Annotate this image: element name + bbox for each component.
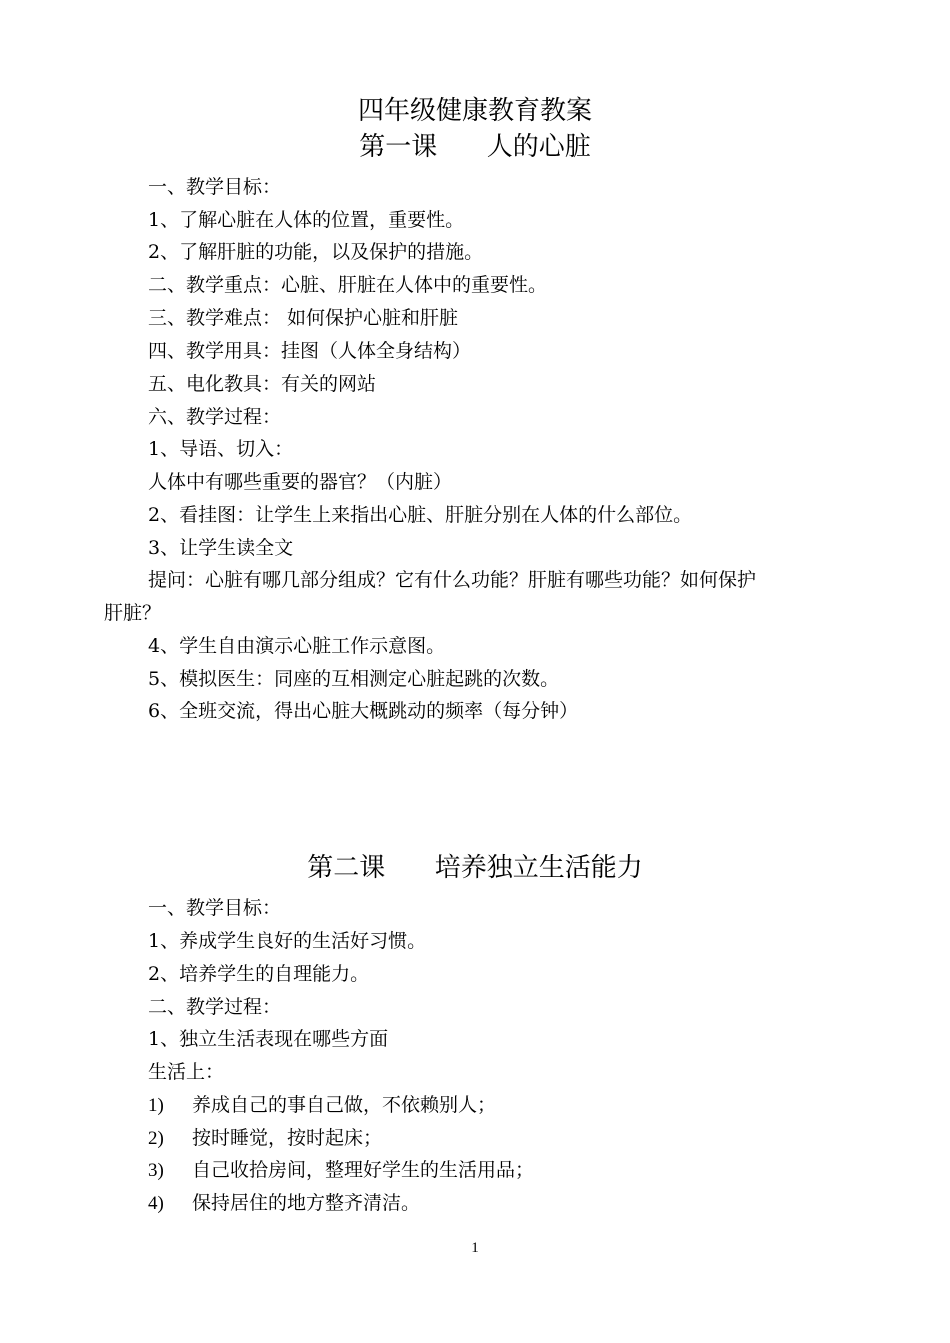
lesson-1-line: 二、教学重点：心脏、肝脏在人体中的重要性。	[148, 274, 548, 296]
lesson-1-line: 三、教学难点： 如何保护心脏和肝脏	[148, 307, 459, 329]
list-item-number: 3)	[148, 1160, 164, 1181]
lesson-1-line: 人体中有哪些重要的器官？（内脏）	[148, 471, 453, 493]
lesson-1-line: 1、导语、切入：	[148, 438, 294, 460]
lesson-1-line: 五、电化教具：有关的网站	[148, 373, 377, 395]
lesson-2-line: 一、教学目标：	[148, 897, 282, 919]
lesson-2-title: 第二课 培养独立生活能力	[307, 853, 643, 883]
list-item-number: 2)	[148, 1128, 164, 1149]
lesson-2-line: 1、独立生活表现在哪些方面	[148, 1028, 389, 1050]
lesson-1-line: 6、全班交流，得出心脏大概跳动的频率（每分钟）	[148, 700, 579, 722]
list-item	[148, 1158, 534, 1183]
lesson-1-line: 肝脏？	[104, 602, 162, 624]
list-item-text: 养成自己的事自己做，不依赖别人；	[192, 1094, 497, 1116]
list-item	[148, 1191, 420, 1216]
lesson-2-line: 二、教学过程：	[148, 996, 282, 1018]
lesson-1-line: 2、看挂图：让学生上来指出心脏、肝脏分别在人体的什么部位。	[148, 504, 693, 526]
lesson-1-line: 1、了解心脏在人体的位置，重要性。	[148, 209, 465, 231]
lesson-1-title: 第一课 人的心脏	[359, 132, 591, 162]
lesson-1-line: 提问：心脏有哪几部分组成？它有什么功能？肝脏有哪些功能？如何保护	[148, 569, 757, 591]
list-item-text: 自己收拾房间，整理好学生的生活用品；	[192, 1159, 535, 1181]
lesson-2-line: 生活上：	[148, 1061, 225, 1083]
lesson-1-line: 3、让学生读全文	[148, 537, 294, 559]
lesson-1-line: 六、教学过程：	[148, 406, 282, 428]
lesson-1-line: 2、了解肝脏的功能，以及保护的措施。	[148, 241, 484, 263]
lesson-1-line: 一、教学目标：	[148, 176, 282, 198]
lesson-1-line: 4、学生自由演示心脏工作示意图。	[148, 635, 446, 657]
lesson-1-line: 四、教学用具：挂图（人体全身结构）	[148, 340, 472, 362]
lesson-2-line: 2、培养学生的自理能力。	[148, 963, 370, 985]
lesson-2-line: 1、养成学生良好的生活好习惯。	[148, 930, 427, 952]
list-item	[148, 1126, 382, 1151]
list-item-number: 4)	[148, 1193, 164, 1214]
list-item-text: 保持居住的地方整齐清洁。	[192, 1192, 421, 1214]
list-item	[148, 1093, 496, 1118]
list-item-text: 按时睡觉，按时起床；	[192, 1127, 383, 1149]
list-item-number: 1)	[148, 1095, 164, 1116]
document-title: 四年级健康教育教案	[357, 96, 592, 126]
page-number: 1	[471, 1240, 479, 1256]
lesson-1-line: 5、模拟医生：同座的互相测定心脏起跳的次数。	[148, 668, 560, 690]
